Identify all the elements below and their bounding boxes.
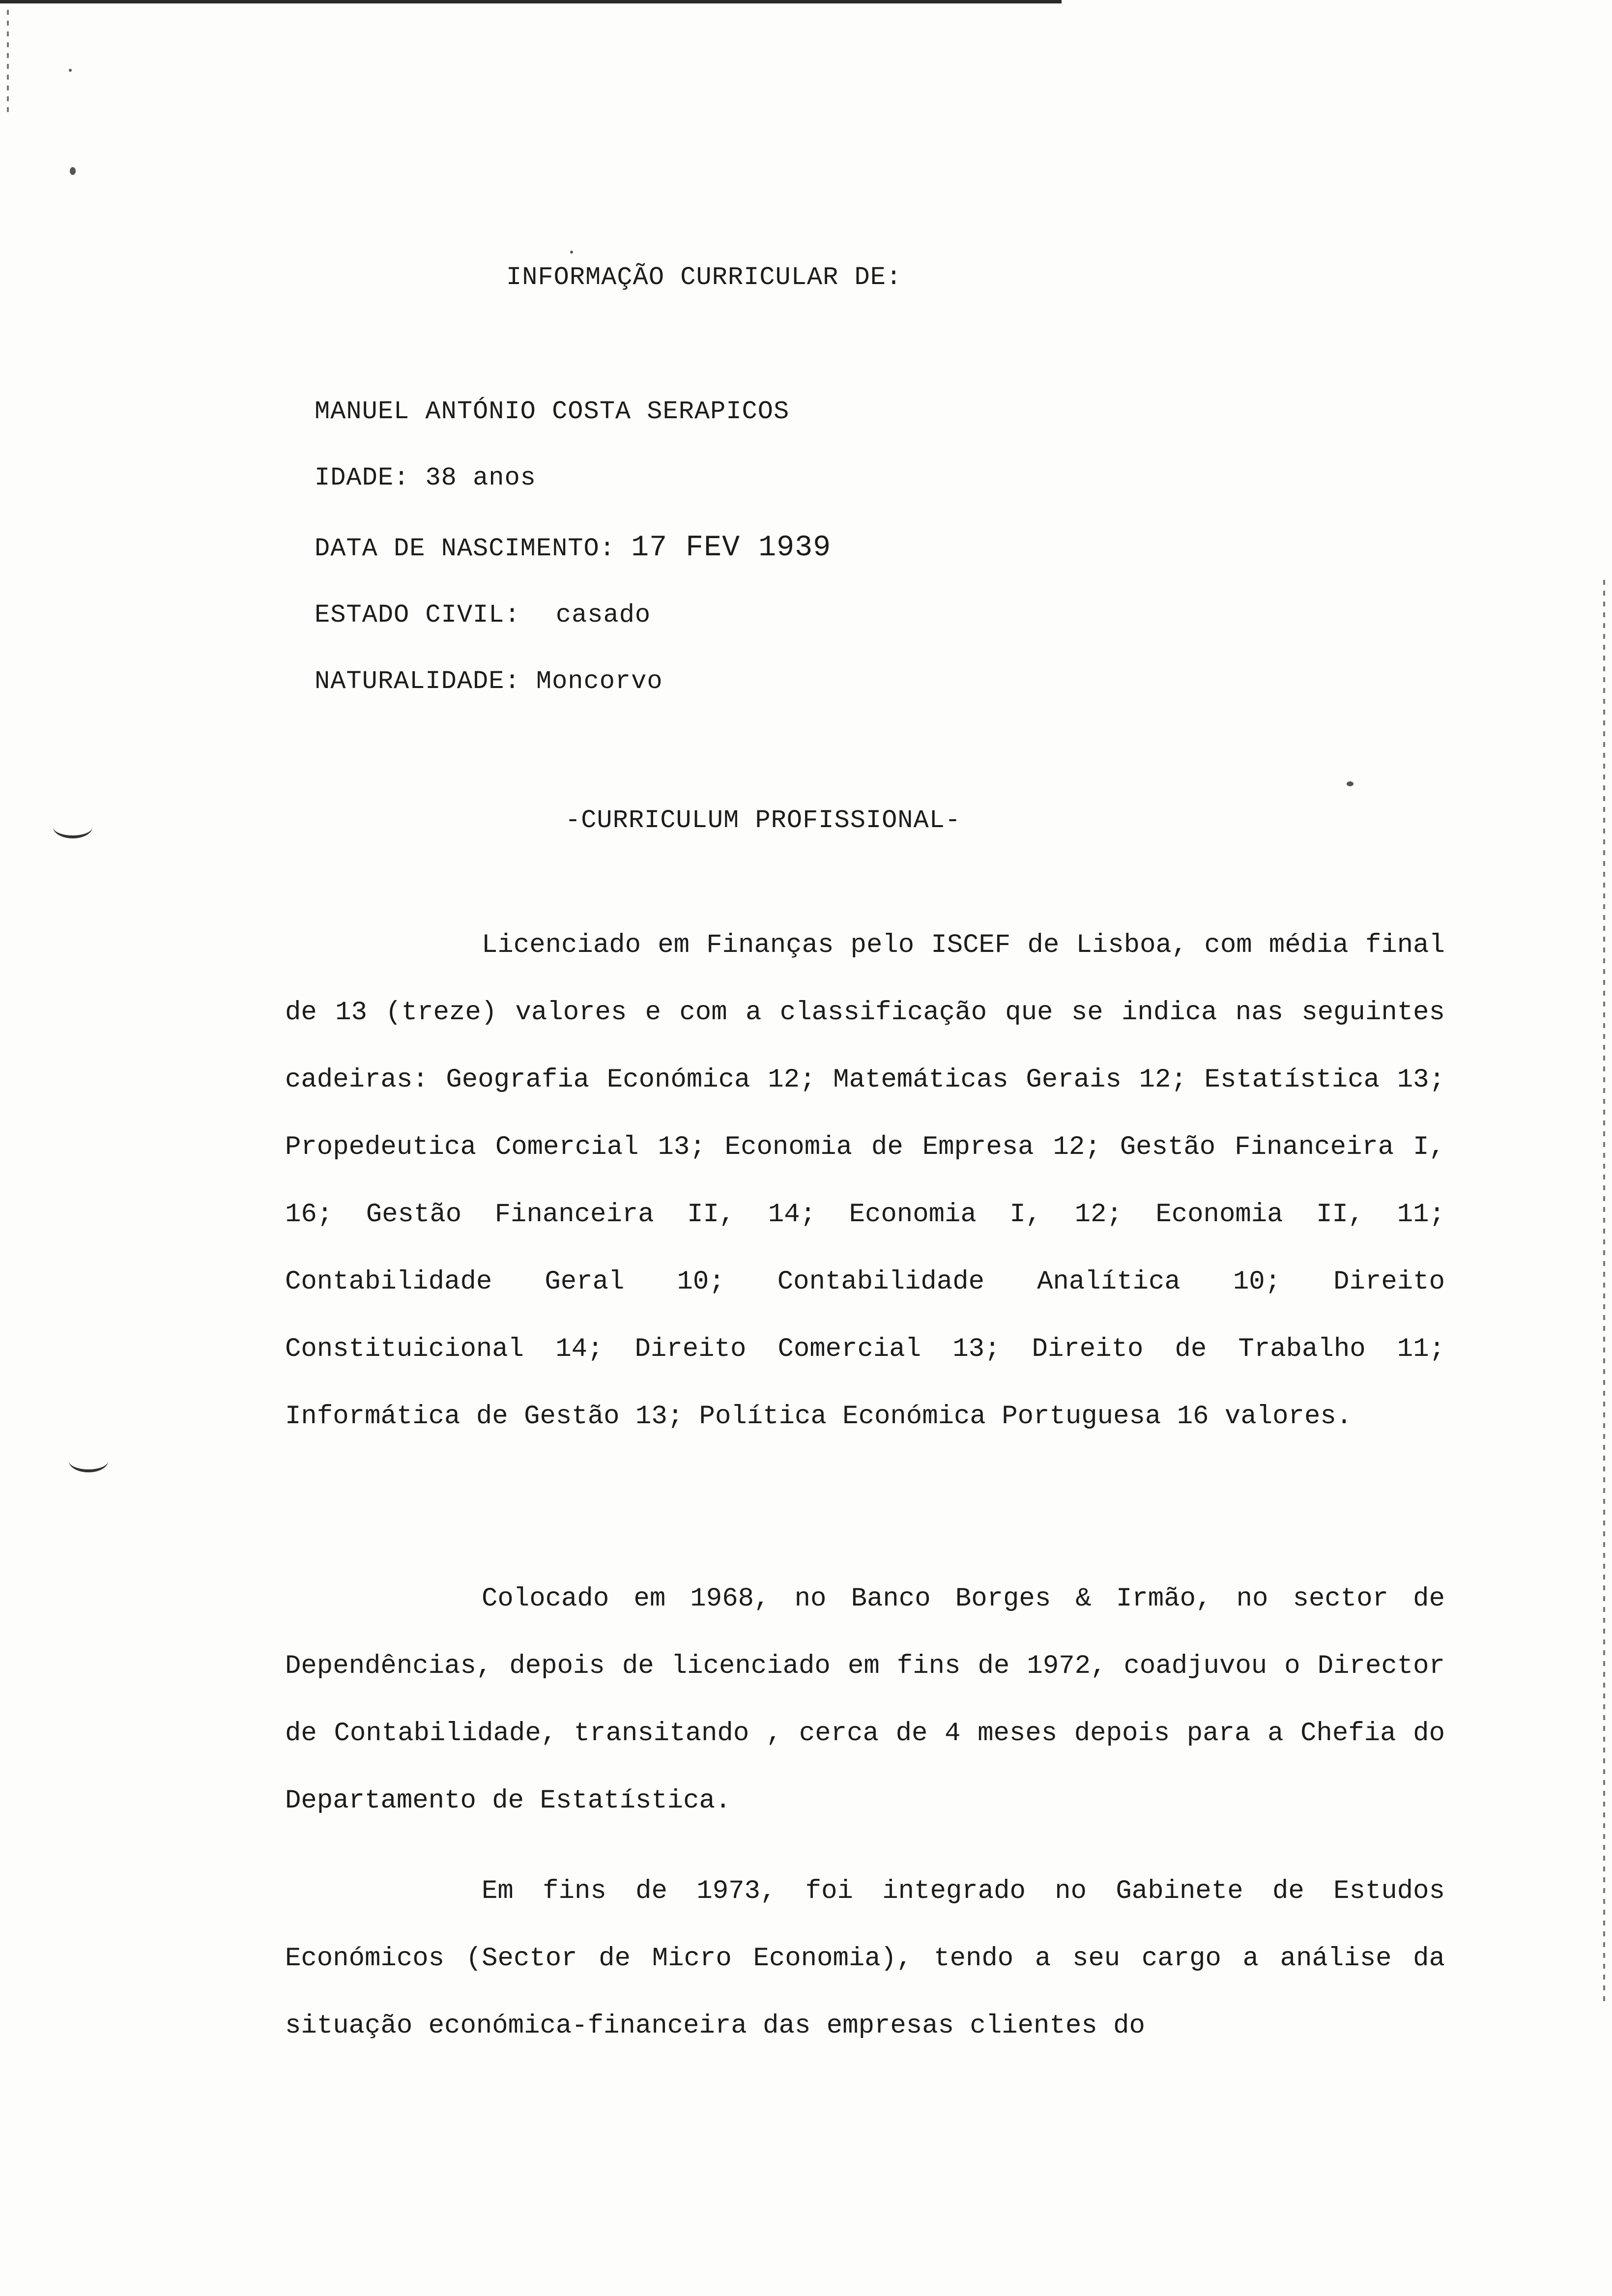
civil-status-row bbox=[315, 601, 651, 630]
punch-hole-top bbox=[53, 816, 92, 838]
right-edge-scan-mark bbox=[1603, 580, 1605, 2005]
section-heading: -CURRICULUM PROFISSIONAL- bbox=[565, 806, 961, 835]
top-border-line bbox=[0, 0, 1062, 3]
career-paragraph-2: Em fins de 1973, foi integrado no Gabinete de Estudos Económicos (Sector de Micro Economia), tendo a seu cargo a análise da situação económica-financeira das empresas clientes do bbox=[285, 1876, 1445, 2041]
document-title: INFORMAÇÃO CURRICULAR DE: bbox=[506, 263, 902, 292]
speck bbox=[1347, 781, 1353, 786]
name-field: MANUEL ANTÓNIO COSTA SERAPICOS bbox=[315, 397, 790, 426]
civil-status-value: casado bbox=[555, 601, 651, 630]
education-paragraph: Licenciado em Finanças pelo ISCEF de Lisboa, com média final de 13 (treze) valores e com a classificação que se indica nas seguintes cadeiras: Geografia Económica 12; Matemáticas Gerais 12; Estatística 13; Propedeutica Comercial 13; Economia de Empresa 12; Gestão Financeira I, 16; Gestão Financeira II, 14; Economia I, 12; Economia II, 11; Contabilidade Geral 10; Contabilidade Analítica 10; Direito Constituicional 14; Direito Comercial 13; Direito de Trabalho 11; Informática de Gestão 13; Política Económica Portuguesa 16 valores. bbox=[285, 930, 1445, 1432]
birth-date-row bbox=[315, 533, 831, 564]
speck bbox=[70, 167, 76, 175]
civil-status-label: ESTADO CIVIL: bbox=[315, 601, 520, 630]
career-paragraph-1: Colocado em 1968, no Banco Borges & Irmão, no sector de Dependências, depois de licenciado em fins de 1972, coadjuvou o Director de Contabilidade, transitando , cerca de 4 meses depois para a Chefia do Departamento de Estatística. bbox=[285, 1584, 1445, 1816]
birth-date-label: DATA DE NASCIMENTO: bbox=[315, 534, 615, 563]
left-edge-scan-mark bbox=[7, 10, 9, 118]
speck bbox=[69, 69, 72, 72]
age-label: IDADE: bbox=[315, 463, 410, 492]
birthplace-row bbox=[315, 667, 663, 696]
birthplace-label: NATURALIDADE: bbox=[315, 667, 520, 696]
birthplace-value: Moncorvo bbox=[536, 667, 663, 696]
age-row bbox=[315, 463, 536, 493]
age-value: 38 anos bbox=[425, 463, 536, 492]
punch-hole-bottom bbox=[69, 1450, 108, 1472]
speck bbox=[570, 251, 573, 254]
birth-date-value: 17 FEV 1939 bbox=[631, 531, 832, 565]
